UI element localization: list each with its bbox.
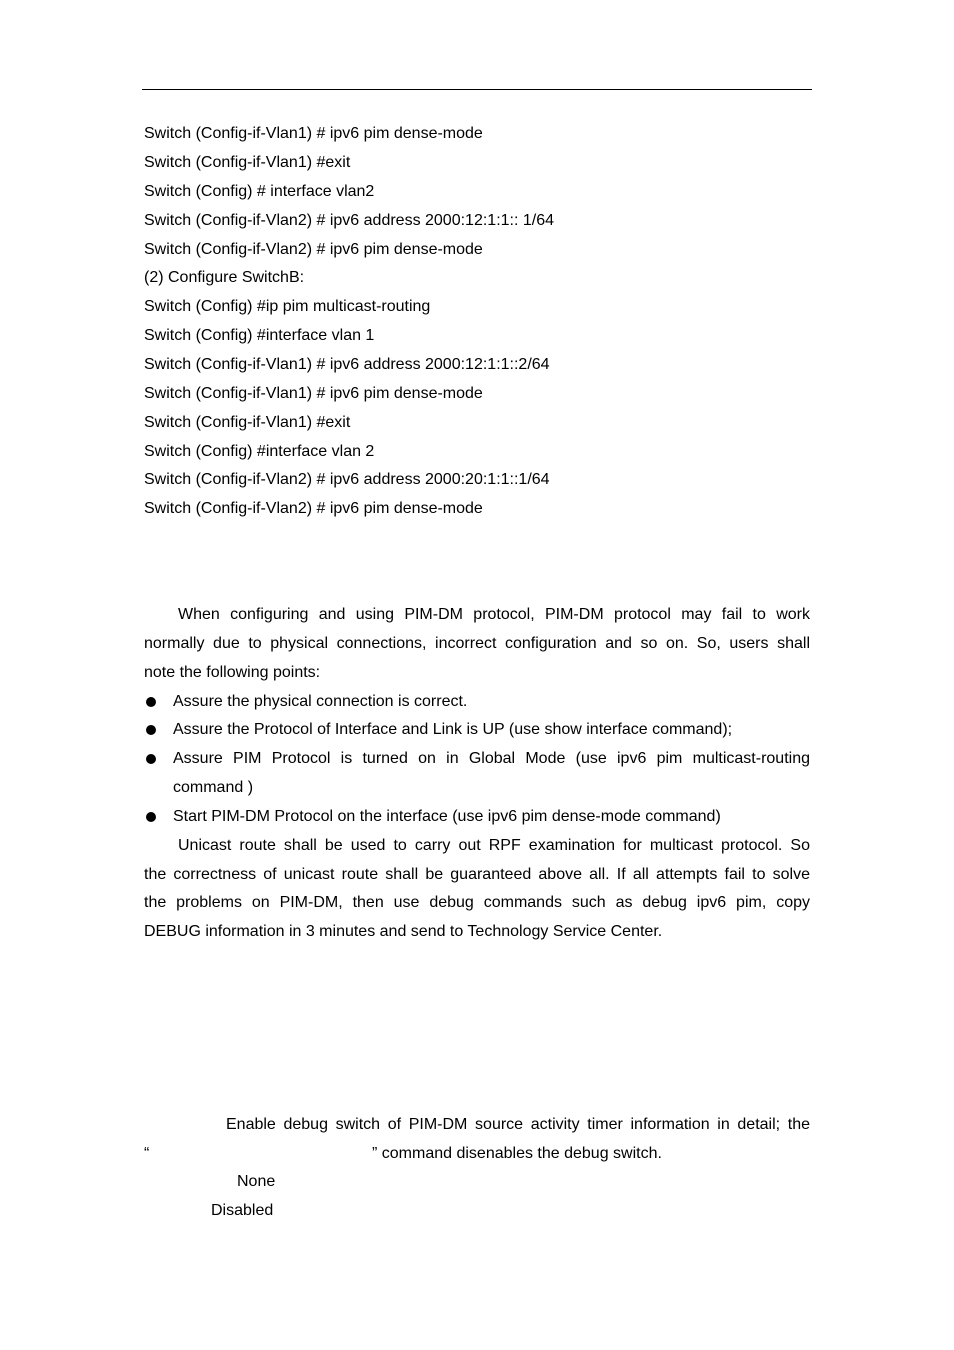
unicast-paragraph-line: the problems on PIM-DM, then use debug commands such as debug ipv6 pim, copy [144, 894, 810, 911]
step-2-label: (2) Configure SwitchB: [144, 269, 305, 286]
config-line: Switch (Config-if-Vlan1) # ipv6 pim dense-mode [144, 385, 483, 402]
bullet-dot-icon [146, 725, 156, 735]
config-line: Switch (Config-if-Vlan1) #exit [144, 154, 351, 171]
header-rule [142, 89, 812, 90]
intro-paragraph-line: normally due to physical connections, incorrect configuration and so on. So, users shall [144, 635, 810, 652]
open-quote: “ [144, 1145, 150, 1162]
bullet-dot-icon [146, 754, 156, 764]
unicast-paragraph-line: DEBUG information in 3 minutes and send to Technology Service Center. [144, 923, 663, 940]
config-line: Switch (Config-if-Vlan1) # ipv6 pim dense-mode [144, 125, 483, 142]
bullet-item-continuation: command ) [173, 779, 254, 796]
config-line: Switch (Config-if-Vlan2) # ipv6 address 2000:20:1:1::1/64 [144, 471, 550, 488]
config-line: Switch (Config) #ip pim multicast-routing [144, 298, 431, 315]
config-line: Switch (Config-if-Vlan1) # ipv6 address 2000:12:1:1::2/64 [144, 356, 550, 373]
intro-paragraph-line: note the following points: [144, 664, 321, 681]
config-line: Switch (Config-if-Vlan2) # ipv6 pim dense-mode [144, 500, 483, 517]
command-function-text-continued: ” command disenables the debug switch. [372, 1145, 662, 1162]
unicast-paragraph-line: the correctness of unicast route shall be guaranteed above all. If all attempts fail to solve [144, 866, 810, 883]
config-line: Switch (Config-if-Vlan2) # ipv6 address 2000:12:1:1:: 1/64 [144, 212, 555, 229]
intro-paragraph-line: When configuring and using PIM-DM protocol, PIM-DM protocol may fail to work [178, 606, 810, 623]
bullet-item: Assure PIM Protocol is turned on in Global Mode (use ipv6 pim multicast-routing [173, 750, 810, 767]
unicast-paragraph-line: Unicast route shall be used to carry out RPF examination for multicast protocol. So [178, 837, 810, 854]
command-function-text: Enable debug switch of PIM-DM source activity timer information in detail; the [226, 1116, 810, 1133]
bullet-dot-icon [146, 812, 156, 822]
parameter-value: None [237, 1173, 276, 1190]
config-line: Switch (Config-if-Vlan1) #exit [144, 414, 351, 431]
config-line: Switch (Config-if-Vlan2) # ipv6 pim dense-mode [144, 241, 483, 258]
bullet-item: Start PIM-DM Protocol on the interface (use ipv6 pim dense-mode command) [173, 808, 721, 825]
config-line: Switch (Config) # interface vlan2 [144, 183, 375, 200]
bullet-item: Assure the Protocol of Interface and Link is UP (use show interface command); [173, 721, 733, 738]
default-value: Disabled [211, 1202, 274, 1219]
bullet-dot-icon [146, 697, 156, 707]
bullet-item: Assure the physical connection is correct. [173, 693, 468, 710]
config-line: Switch (Config) #interface vlan 2 [144, 443, 375, 460]
config-line: Switch (Config) #interface vlan 1 [144, 327, 375, 344]
